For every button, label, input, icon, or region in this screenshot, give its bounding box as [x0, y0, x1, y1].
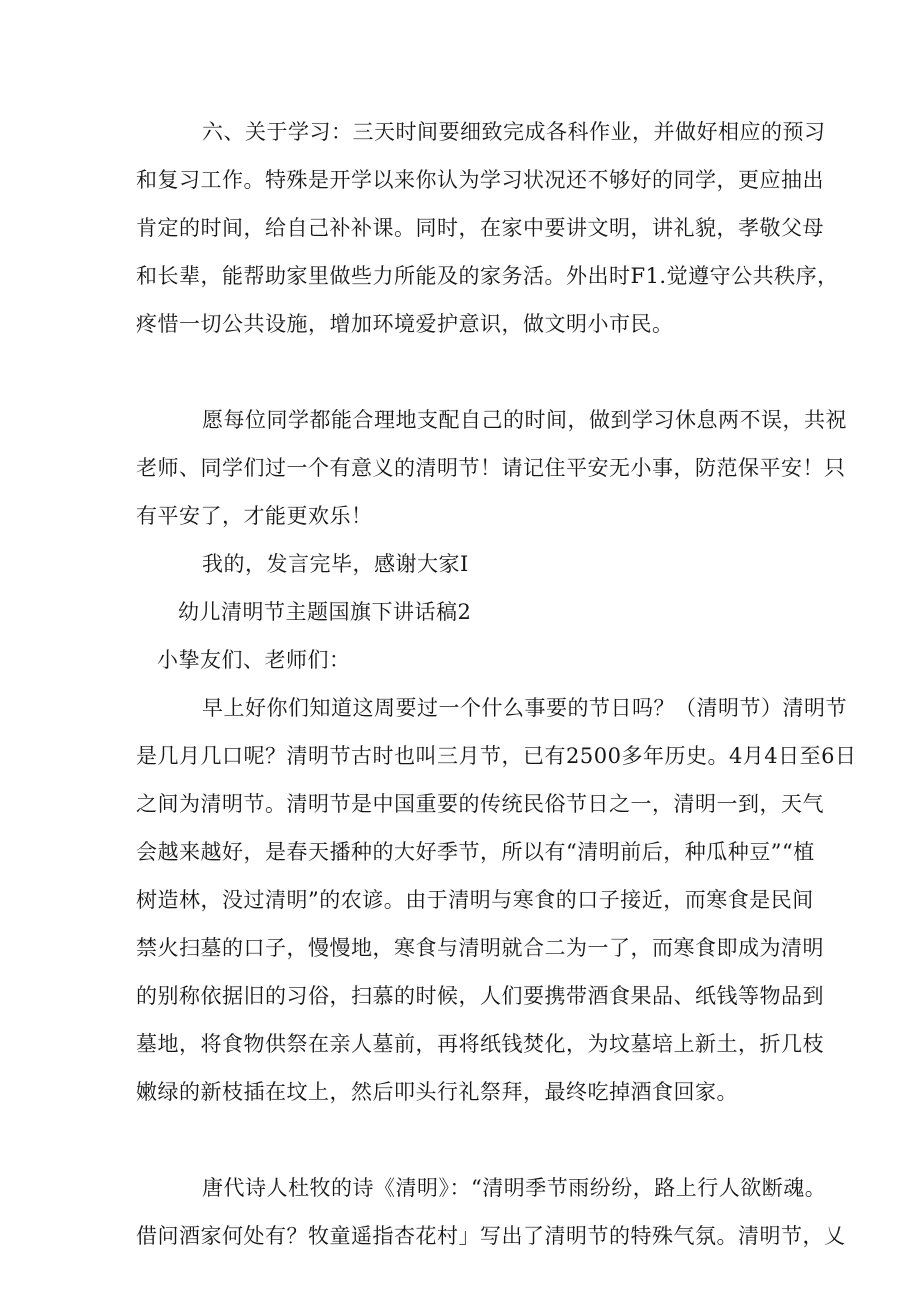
- closing-line: 我的，发言完毕，感谢大家I: [202, 552, 469, 576]
- paragraph-poem-line-2: 借问酒家何处有？牧童遥指杏花村」写出了清明节的特殊气氛。清明节，乂: [136, 1224, 846, 1248]
- paragraph-study-line-3: 肯定的时间，给自己补补课。同时，在家中要讲文明，讲礼貌，孝敬父母: [136, 216, 824, 240]
- paragraph-intro-line-1: 早上好你们知道这周要过一个什么事要的节日吗？（清明节）清明节: [202, 696, 847, 720]
- paragraph-study-line-5: 疼惜一切公共设施，增加环境爱护意识，做文明小市民。: [136, 312, 674, 336]
- paragraph-study-line-1: 六、关于学习：三天时间要细致完成各科作业，并做好相应的预习: [202, 120, 826, 144]
- paragraph-intro-line-9: 嫩绿的新枝插在坟上，然后叩头行礼祭拜，最终吃掉酒食回家。: [136, 1080, 738, 1104]
- paragraph-poem-line-1: 唐代诗人杜牧的诗《清明》：“清明季节雨纷纷，路上行人欲断魂。: [202, 1176, 827, 1200]
- salutation: 小挚友们、老师们：: [157, 648, 351, 672]
- paragraph-intro-line-5: 树造林，没过清明”的农谚。由于清明与寒食的口子接近，而寒食是民间: [136, 888, 814, 912]
- paragraph-intro-line-2: 是几月几口呢？清明节古时也叫三月节，已有2500多年历史。4月4日至6日: [136, 744, 857, 768]
- paragraph-wish-line-2: 老师、同学们过一个有意义的清明节！请记住平安无小事，防范保平安！只: [136, 456, 846, 480]
- paragraph-study-line-4: 和长辈，能帮助家里做些力所能及的家务活。外出时F1.觉遵守公共秩序，: [136, 264, 839, 288]
- paragraph-study-line-2: 和复习工作。特殊是开学以来你认为学习状况还不够好的同学，更应抽出: [136, 168, 824, 192]
- paragraph-wish-line-3: 有平安了，才能更欢乐！: [136, 504, 373, 528]
- paragraph-intro-line-4: 会越来越好，是春天播种的大好季节，所以有“清明前后，种瓜种豆”“植: [136, 840, 815, 864]
- paragraph-intro-line-7: 的别称依据旧的习俗，扫慕的时候，人们要携带酒食果品、纸钱等物品到: [136, 984, 824, 1008]
- paragraph-wish-line-1: 愿每位同学都能合理地支配自己的时间，做到学习休息两不误，共祝: [202, 408, 847, 432]
- paragraph-intro-line-8: 墓地，将食物供祭在亲人墓前，再将纸钱焚化，为坟墓培上新土，折几枝: [136, 1032, 824, 1056]
- paragraph-intro-line-3: 之间为清明节。清明节是中国重要的传统民俗节日之一，清明一到，天气: [136, 792, 824, 816]
- section-title: 幼儿清明节主题国旗下讲话稿2: [178, 600, 472, 624]
- paragraph-intro-line-6: 禁火扫墓的口子，慢慢地，寒食与清明就合二为一了，而寒食即成为清明: [136, 936, 824, 960]
